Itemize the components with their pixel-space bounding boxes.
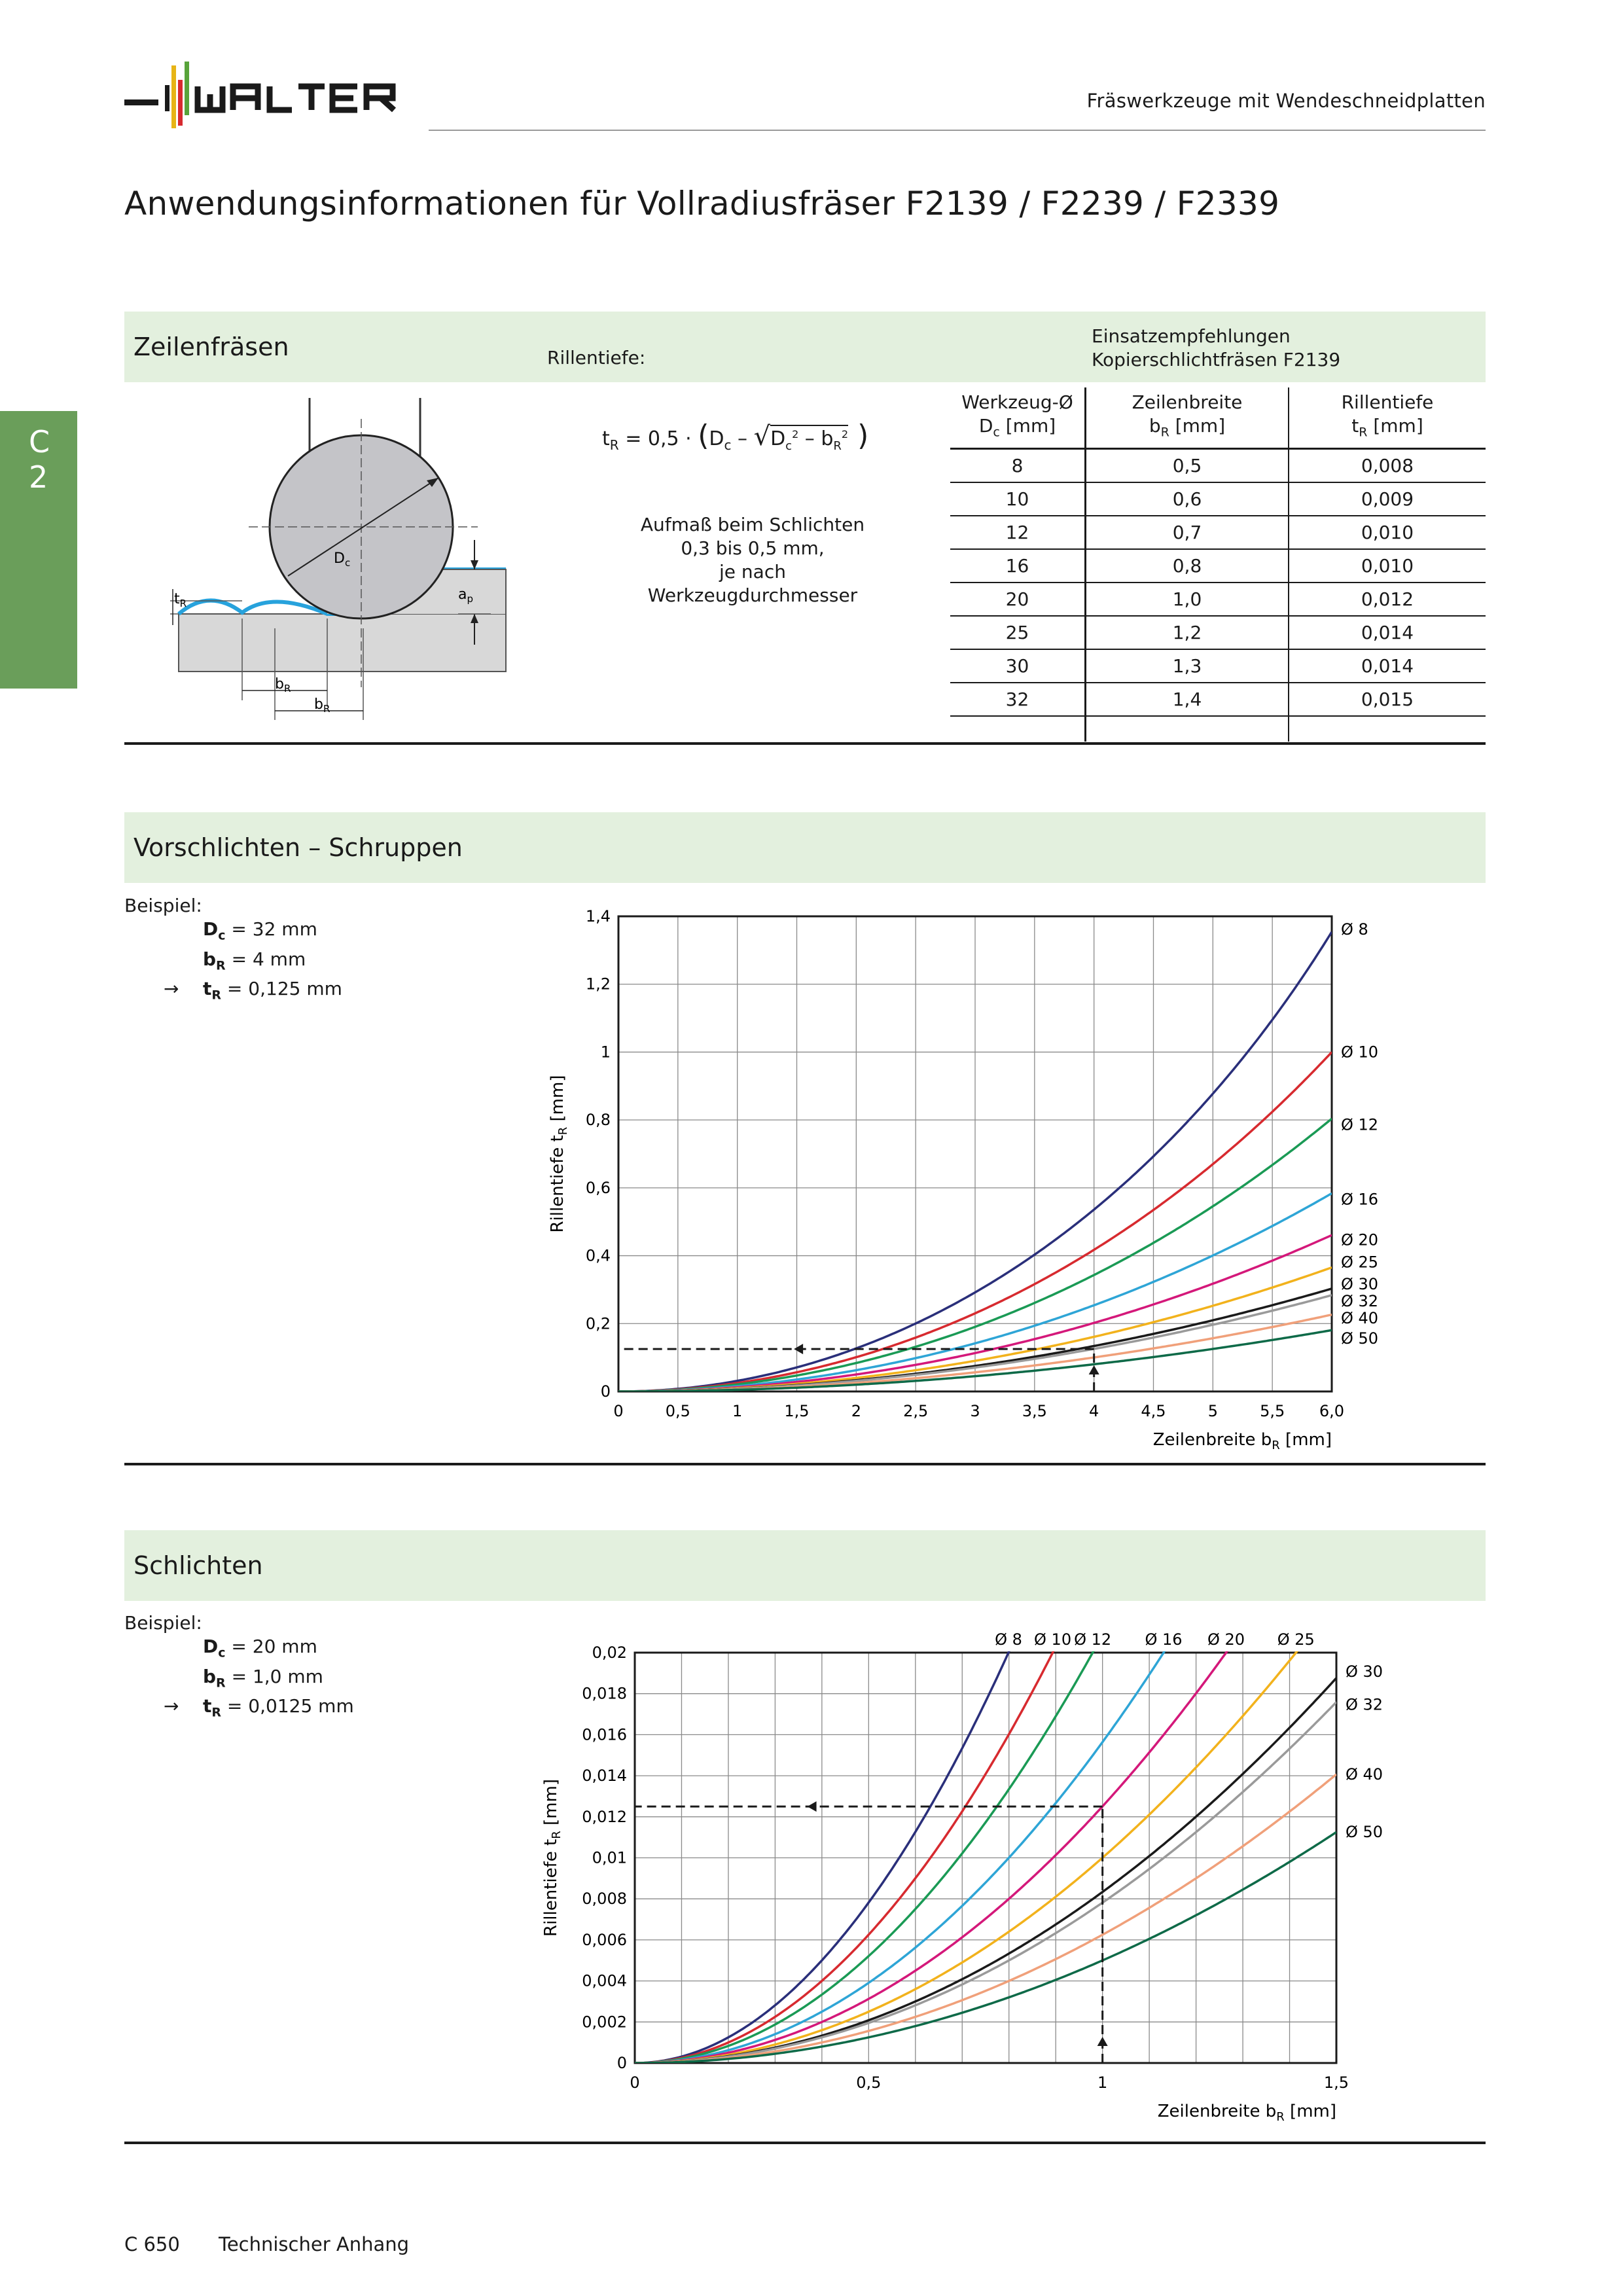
- y-tick-label: 0,006: [582, 1930, 627, 1949]
- y-tick-label: 0,008: [582, 1890, 627, 1909]
- y-tick-label: 0,02: [592, 1643, 627, 1662]
- footer-page: C 650: [124, 2233, 180, 2255]
- example-arrow-up: [1097, 2037, 1108, 2046]
- series-label: Ø 12: [1341, 1115, 1379, 1134]
- y-tick-label: 0,8: [585, 1111, 611, 1130]
- br-label-2: $b_R$: [314, 696, 330, 715]
- footer: [124, 2233, 409, 2255]
- col-header-dc: Werkzeug-Ø $D_c$ [mm]: [950, 387, 1086, 449]
- table-row: 25 1,2 0,014: [950, 616, 1486, 649]
- x-tick-label: 0: [613, 1402, 624, 1420]
- series-label: Ø 8: [995, 1630, 1022, 1649]
- table-row: 30 1,3 0,014: [950, 649, 1486, 683]
- x-tick-label: 6,0: [1319, 1402, 1345, 1420]
- x-tick-label: 0,5: [665, 1402, 690, 1420]
- y-tick-label: 1,2: [585, 975, 611, 994]
- x-tick-label: 1,5: [784, 1402, 810, 1420]
- table-row: 10 0,6 0,009: [950, 482, 1486, 516]
- spec-table: [950, 387, 1486, 742]
- series-label: Ø 20: [1207, 1630, 1245, 1649]
- series-label: Ø 8: [1341, 920, 1368, 939]
- header-title: Fräswerkzeuge mit Wendeschneidplatten: [1086, 90, 1486, 112]
- series-label: Ø 25: [1341, 1253, 1379, 1272]
- series-label: Ø 30: [1341, 1275, 1379, 1294]
- series-label: Ø 10: [1034, 1630, 1072, 1649]
- y-axis-label: Rillentiefe $t_R$ [mm]: [541, 1779, 563, 1937]
- y-axis-label: Rillentiefe $t_R$ [mm]: [548, 1075, 570, 1233]
- col-header-tr: Rillentiefe $t_R$ [mm]: [1289, 387, 1486, 449]
- series-label: Ø 30: [1346, 1662, 1383, 1681]
- example-vorschlichten: Beispiel: $D_c = 32$ mm $b_R = 4$ mm → $t_R = 0,125$ mm: [124, 895, 342, 1003]
- rillentiefe-label: Rillentiefe:: [547, 347, 646, 368]
- y-tick-label: 0,01: [592, 1848, 627, 1867]
- y-tick-label: 0: [600, 1382, 611, 1401]
- x-tick-label: 4: [1089, 1402, 1099, 1420]
- section2-rule: [124, 1463, 1486, 1465]
- y-tick-label: 0,016: [582, 1725, 627, 1744]
- chart-schlichten: [537, 1613, 1383, 2137]
- y-tick-label: 0,2: [585, 1314, 611, 1333]
- example-arrow-up: [1089, 1365, 1099, 1374]
- section1-rule: [124, 742, 1486, 745]
- table-heading: Einsatzempfehlungen Kopierschlichtfräsen F2139: [1092, 325, 1341, 370]
- table-row: 16 0,8 0,010: [950, 549, 1486, 583]
- ap-label: $a_p$: [458, 586, 474, 605]
- table-row: 8 0,5 0,008: [950, 449, 1486, 483]
- section-band-schlichten: [124, 1530, 1486, 1601]
- y-tick-label: 1: [600, 1043, 611, 1062]
- y-tick-label: 0,012: [582, 1807, 627, 1826]
- chapter-tab: C 2: [0, 411, 77, 689]
- y-tick-label: 0,6: [585, 1178, 611, 1197]
- series-label: Ø 32: [1346, 1695, 1383, 1714]
- page-title: Anwendungsinformationen für Vollradiusfräser F2139 / F2239 / F2339: [124, 185, 1280, 223]
- x-axis-label: Zeilenbreite $b_R$ [mm]: [1152, 1430, 1332, 1452]
- series-label: Ø 50: [1341, 1329, 1379, 1348]
- y-tick-label: 0,014: [582, 1767, 627, 1785]
- series-label: Ø 32: [1341, 1291, 1379, 1310]
- table-row: 20 1,0 0,012: [950, 583, 1486, 616]
- table-row-empty: [950, 716, 1486, 742]
- footer-section: Technischer Anhang: [219, 2233, 410, 2255]
- series-label: Ø 20: [1341, 1230, 1379, 1249]
- series-label: Ø 40: [1346, 1765, 1383, 1784]
- x-tick-label: 3: [970, 1402, 980, 1420]
- formula: $t_R = 0,5 \cdot (D_c - √D_c^2 - b_R^2$ ): [602, 419, 869, 453]
- header-divider: [429, 130, 1486, 131]
- y-tick-label: 0: [616, 2054, 627, 2072]
- dc-label: $D_c$: [334, 550, 351, 569]
- y-tick-label: 0,004: [582, 1971, 627, 1990]
- series-label: Ø 50: [1346, 1823, 1383, 1842]
- y-tick-label: 1,4: [585, 907, 611, 925]
- table-row: 12 0,7 0,010: [950, 516, 1486, 549]
- aufmass-note: Aufmaß beim Schlichten 0,3 bis 0,5 mm, je nach Werkzeugdurchmesser: [640, 514, 865, 606]
- br-label-1: $b_R$: [275, 676, 291, 694]
- y-tick-label: 0,018: [582, 1684, 627, 1703]
- col-header-br: Zeilenbreite $b_R$ [mm]: [1086, 387, 1289, 449]
- series-label: Ø 16: [1145, 1630, 1183, 1649]
- series-label: Ø 40: [1341, 1308, 1379, 1327]
- x-axis-label: Zeilenbreite $b_R$ [mm]: [1157, 2102, 1336, 2124]
- series-label: Ø 16: [1341, 1190, 1379, 1209]
- x-tick-label: 5,5: [1260, 1402, 1285, 1420]
- example-arrow-left: [808, 1801, 817, 1812]
- x-tick-label: 2: [851, 1402, 861, 1420]
- section3-rule: [124, 2142, 1486, 2144]
- x-tick-label: 3,5: [1022, 1402, 1047, 1420]
- x-tick-label: 2,5: [903, 1402, 929, 1420]
- chart-vorschlichten: [537, 897, 1379, 1460]
- x-tick-label: 0: [630, 2073, 640, 2092]
- example-arrow-left: [794, 1344, 803, 1354]
- series-label: Ø 12: [1074, 1630, 1112, 1649]
- x-tick-label: 0,5: [856, 2073, 882, 2092]
- y-tick-label: 0,002: [582, 2013, 627, 2032]
- y-tick-label: 0,4: [585, 1246, 611, 1265]
- x-tick-label: 4,5: [1141, 1402, 1166, 1420]
- section-title-vorschlichten: Vorschlichten – Schruppen: [134, 833, 463, 862]
- series-label: Ø 25: [1277, 1630, 1315, 1649]
- series-label: Ø 10: [1341, 1043, 1379, 1062]
- section-title-schlichten: Schlichten: [134, 1551, 263, 1580]
- tr-label: $t_R$: [174, 591, 187, 609]
- x-tick-label: 1: [732, 1402, 743, 1420]
- x-tick-label: 5: [1207, 1402, 1218, 1420]
- series-line-25: [635, 1601, 1336, 2063]
- x-tick-label: 1,5: [1323, 2073, 1349, 2092]
- section-title-zeilenfraesen: Zeilenfräsen: [134, 332, 289, 361]
- x-tick-label: 1: [1097, 2073, 1108, 2092]
- example-schlichten: Beispiel: $D_c = 20$ mm $b_R = 1,0$ mm → $t_R = 0,0125$ mm: [124, 1612, 354, 1720]
- groove-diagram: [151, 393, 517, 726]
- table-row: 32 1,4 0,015: [950, 683, 1486, 716]
- walter-logo: [124, 60, 399, 132]
